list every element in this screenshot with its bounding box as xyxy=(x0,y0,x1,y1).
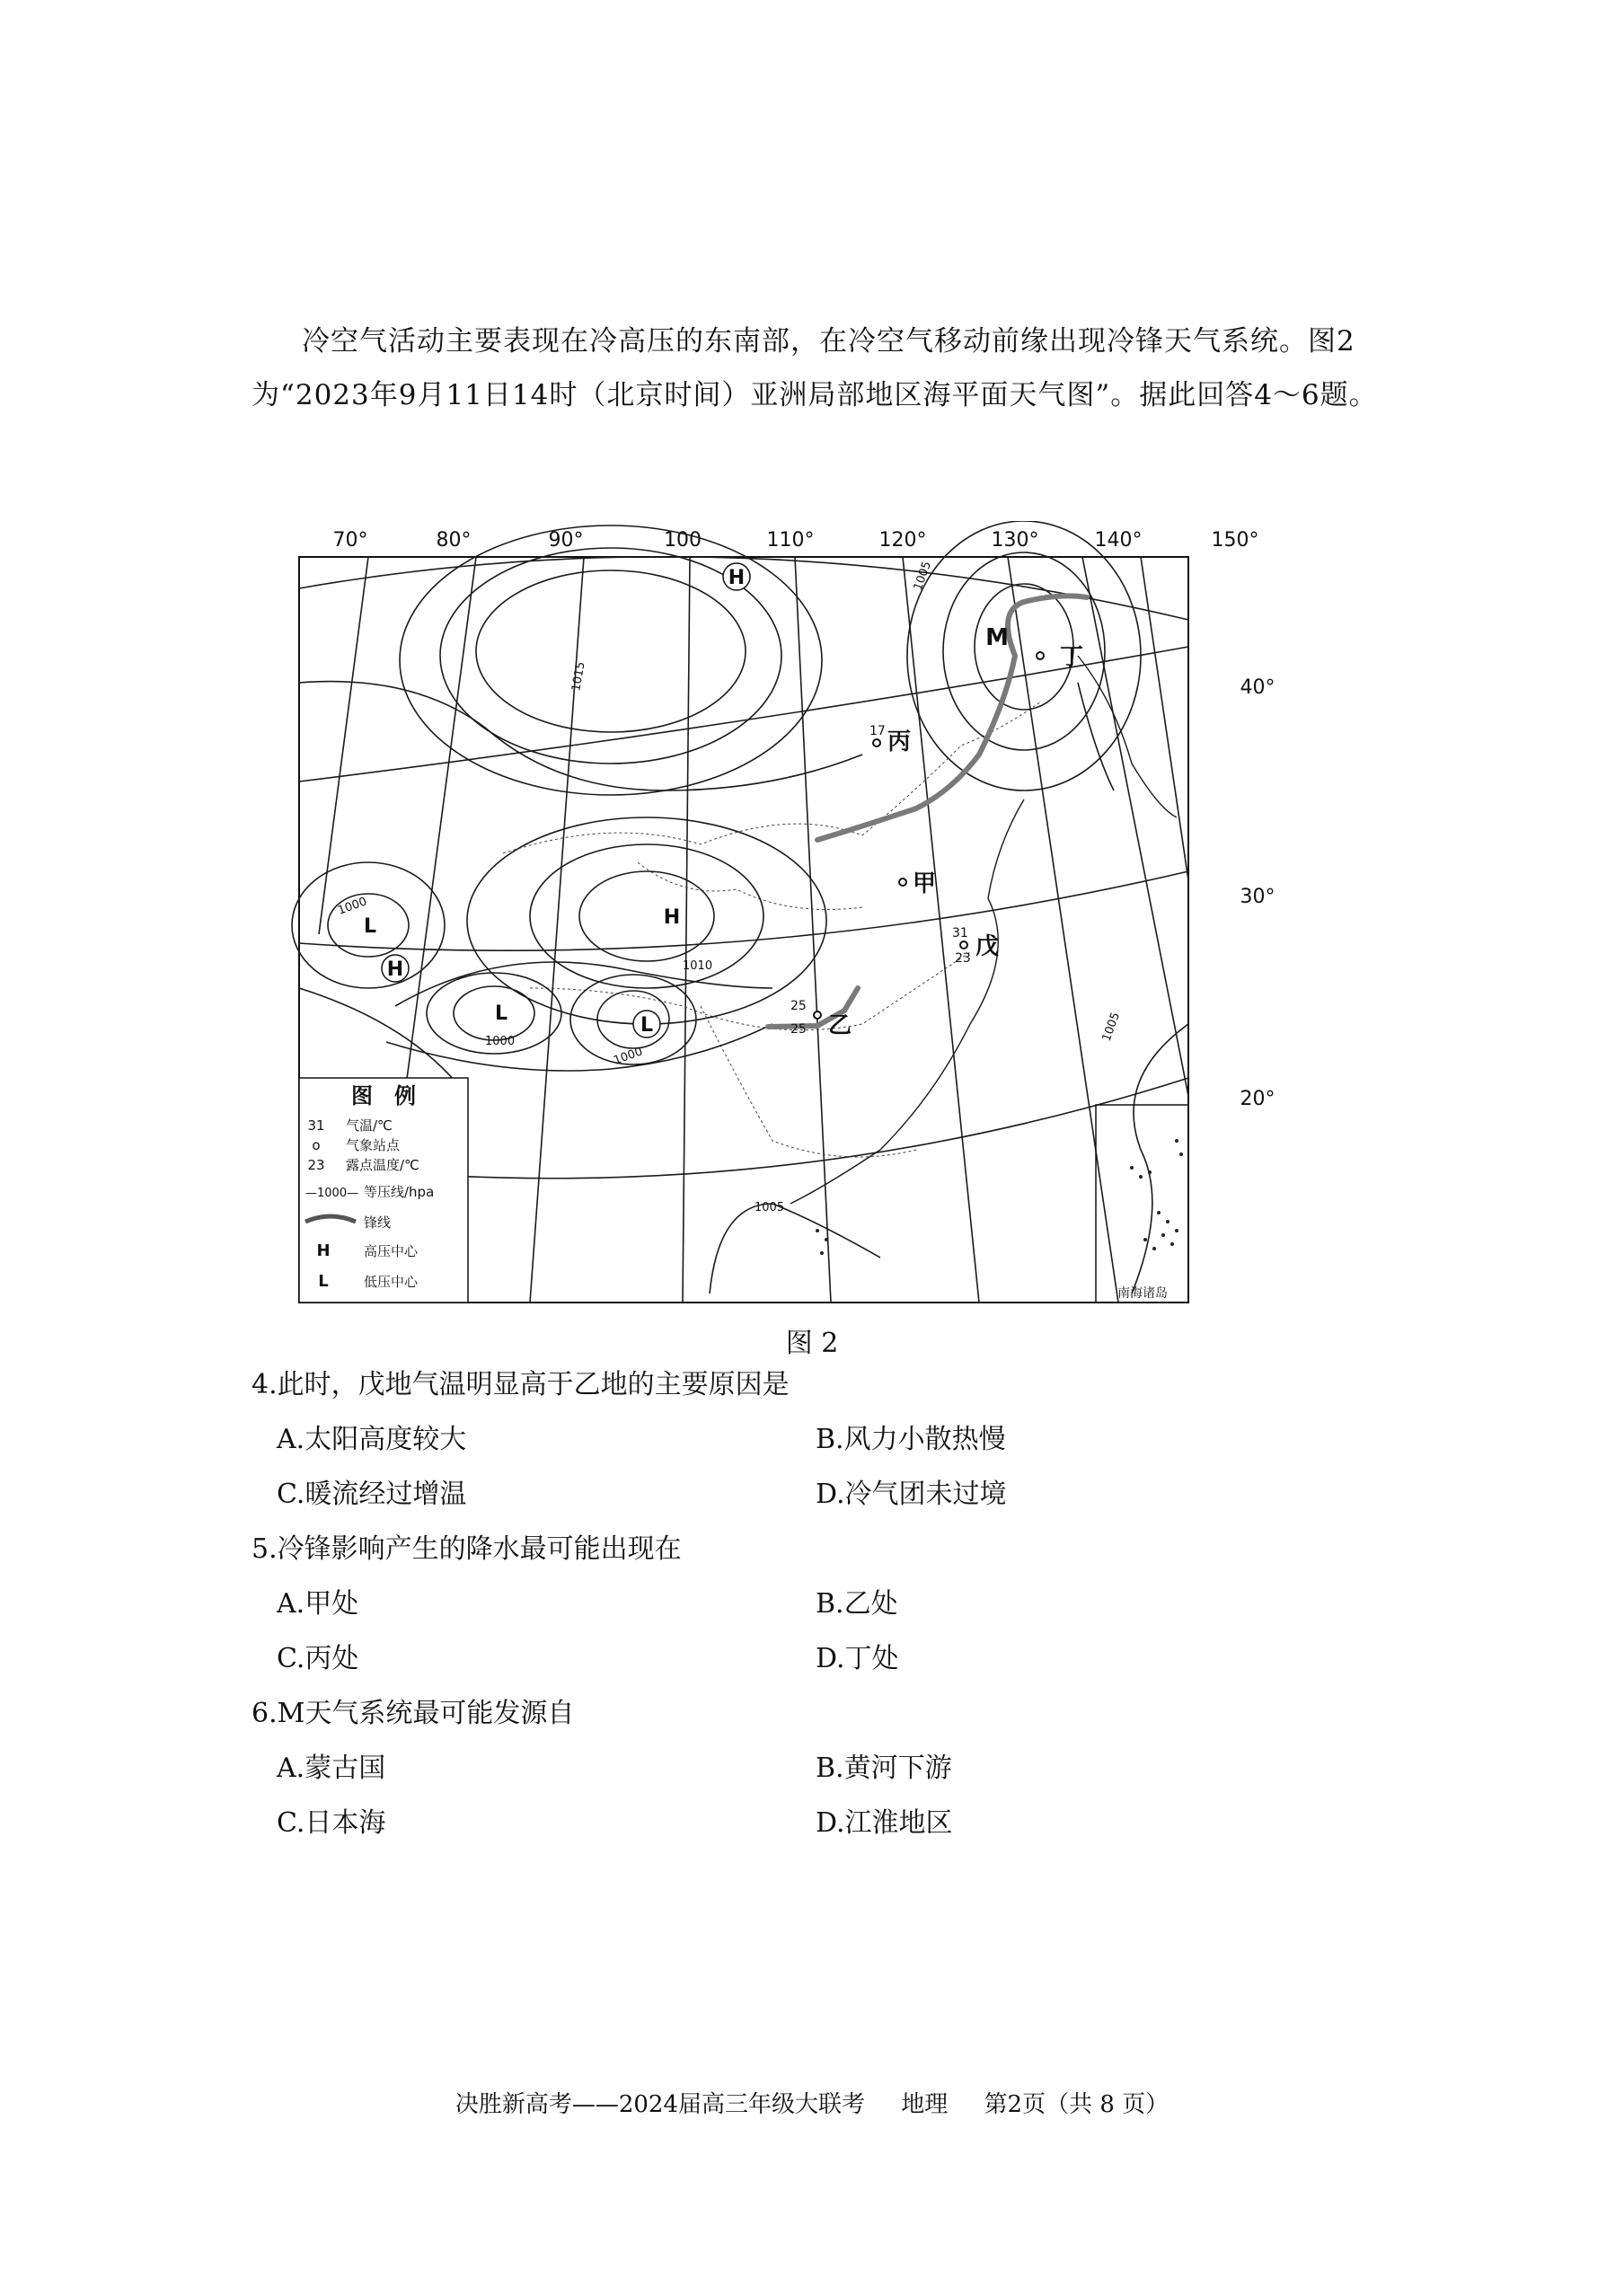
high-pressure-center: H xyxy=(386,958,404,981)
option-a[interactable]: A.蒙古国 xyxy=(277,1753,386,1784)
question-6 xyxy=(252,1687,1419,1850)
station-dew-yi: 25 xyxy=(790,1022,807,1037)
option-c[interactable]: C.日本海 xyxy=(277,1807,386,1839)
station-label-ding: 丁 xyxy=(1060,644,1084,671)
lon-label: 100 xyxy=(664,529,702,552)
isobar-label: 1015 xyxy=(569,660,588,693)
question-stem: 4.此时，戊地气温明显高于乙地的主要原因是 xyxy=(252,1369,790,1400)
isobar-label: 1000 xyxy=(612,1045,645,1068)
station-label-bing: 丙 xyxy=(887,729,912,755)
low-pressure-center: L xyxy=(494,1002,508,1025)
low-pressure-center: L xyxy=(640,1014,654,1037)
isobar-label: 1000 xyxy=(336,895,369,918)
lon-label: 120° xyxy=(878,529,927,552)
station-label-wu: 戊 xyxy=(975,933,1000,960)
legend-label: 气象站点 xyxy=(346,1137,401,1153)
option-d[interactable]: D.丁处 xyxy=(816,1643,899,1674)
lon-label: 140° xyxy=(1094,529,1143,552)
lon-label: 130° xyxy=(991,529,1039,552)
lon-label: 80° xyxy=(436,529,472,552)
weather-map xyxy=(234,521,1275,1311)
legend-label: 锋线 xyxy=(364,1214,392,1231)
option-d[interactable]: D.江淮地区 xyxy=(816,1807,953,1839)
station-yi xyxy=(814,1011,821,1019)
legend-symbol: H xyxy=(316,1241,331,1260)
question-stem: 5.冷锋影响产生的降水最可能出现在 xyxy=(252,1533,682,1565)
station-dew-wu: 23 xyxy=(955,951,971,966)
intro-paragraph: 冷空气活动主要表现在冷高压的东南部，在冷空气移动前缘出现冷锋天气系统。图2为“2023年9月11日14时（北京时间）亚洲局部地区海平面天气图”。据此回答4～6题。 xyxy=(252,325,1378,411)
high-pressure-center: H xyxy=(663,906,681,929)
low-pressure-center: L xyxy=(363,915,377,938)
footer-exam: 决胜新高考——2024届高三年级大联考 xyxy=(455,2091,865,2118)
station-jia xyxy=(899,879,906,886)
station-ding xyxy=(1037,652,1044,659)
station-label-yi: 乙 xyxy=(828,1012,852,1039)
station-temp-bing: 17 xyxy=(869,724,886,738)
map-legend xyxy=(299,1078,468,1303)
legend-symbol: o xyxy=(312,1137,321,1153)
legend-label: 露点温度/℃ xyxy=(346,1157,419,1173)
lat-label: 40° xyxy=(1240,676,1275,699)
station-bing xyxy=(873,739,880,746)
weather-system-m: M xyxy=(985,624,1009,651)
lon-label: 150° xyxy=(1211,529,1259,552)
lon-label: 70° xyxy=(332,529,368,552)
station-wu xyxy=(960,941,967,949)
station-temp-yi: 25 xyxy=(790,999,807,1013)
question-5 xyxy=(252,1523,1419,1686)
option-a[interactable]: A.甲处 xyxy=(277,1588,359,1620)
legend-label: 等压线/hpa xyxy=(364,1184,435,1200)
weather-map-figure xyxy=(234,521,1275,1311)
isobar-label: 1005 xyxy=(911,560,935,593)
legend-label: 低压中心 xyxy=(364,1274,419,1290)
option-a[interactable]: A.太阳高度较大 xyxy=(277,1424,467,1455)
legend-symbol: 31 xyxy=(307,1117,325,1134)
figure-caption: 图 2 xyxy=(785,1328,839,1359)
legend-symbol: —1000— xyxy=(305,1187,359,1200)
lon-label: 90° xyxy=(548,529,584,552)
option-b[interactable]: B.风力小散热慢 xyxy=(816,1424,1006,1455)
high-pressure-center: H xyxy=(728,567,746,589)
lon-label: 110° xyxy=(766,529,815,552)
latitude-labels xyxy=(1240,676,1275,1110)
option-c[interactable]: C.丙处 xyxy=(277,1643,359,1674)
legend-symbol: 23 xyxy=(307,1157,325,1173)
legend-label: 高压中心 xyxy=(364,1243,419,1259)
option-d[interactable]: D.冷气团未过境 xyxy=(816,1479,1007,1510)
inset-label: 南海诸岛 xyxy=(1117,1286,1168,1301)
lat-label: 20° xyxy=(1240,1088,1275,1110)
isobar-label: 1005 xyxy=(1099,1011,1124,1044)
isobar-label: 1005 xyxy=(755,1201,785,1214)
option-c[interactable]: C.暖流经过增温 xyxy=(277,1479,467,1510)
footer-subject: 地理 xyxy=(901,2091,949,2118)
option-b[interactable]: B.黄河下游 xyxy=(816,1753,952,1784)
isobar-label: 1010 xyxy=(683,959,713,973)
isobar-label: 1000 xyxy=(485,1035,516,1048)
lat-label: 30° xyxy=(1240,886,1275,908)
station-temp-wu: 31 xyxy=(952,926,968,940)
page-footer xyxy=(0,2086,1624,2119)
station-label-jia: 甲 xyxy=(913,870,937,897)
question-4 xyxy=(252,1358,1419,1522)
longitude-labels xyxy=(333,529,1259,552)
legend-label: 气温/℃ xyxy=(346,1117,393,1134)
question-stem: 6.M天气系统最可能发源自 xyxy=(252,1698,575,1729)
legend-title: 图 例 xyxy=(351,1083,416,1108)
footer-page: 第2页（共 8 页） xyxy=(984,2091,1169,2118)
option-b[interactable]: B.乙处 xyxy=(816,1588,898,1620)
legend-symbol: L xyxy=(318,1272,329,1291)
